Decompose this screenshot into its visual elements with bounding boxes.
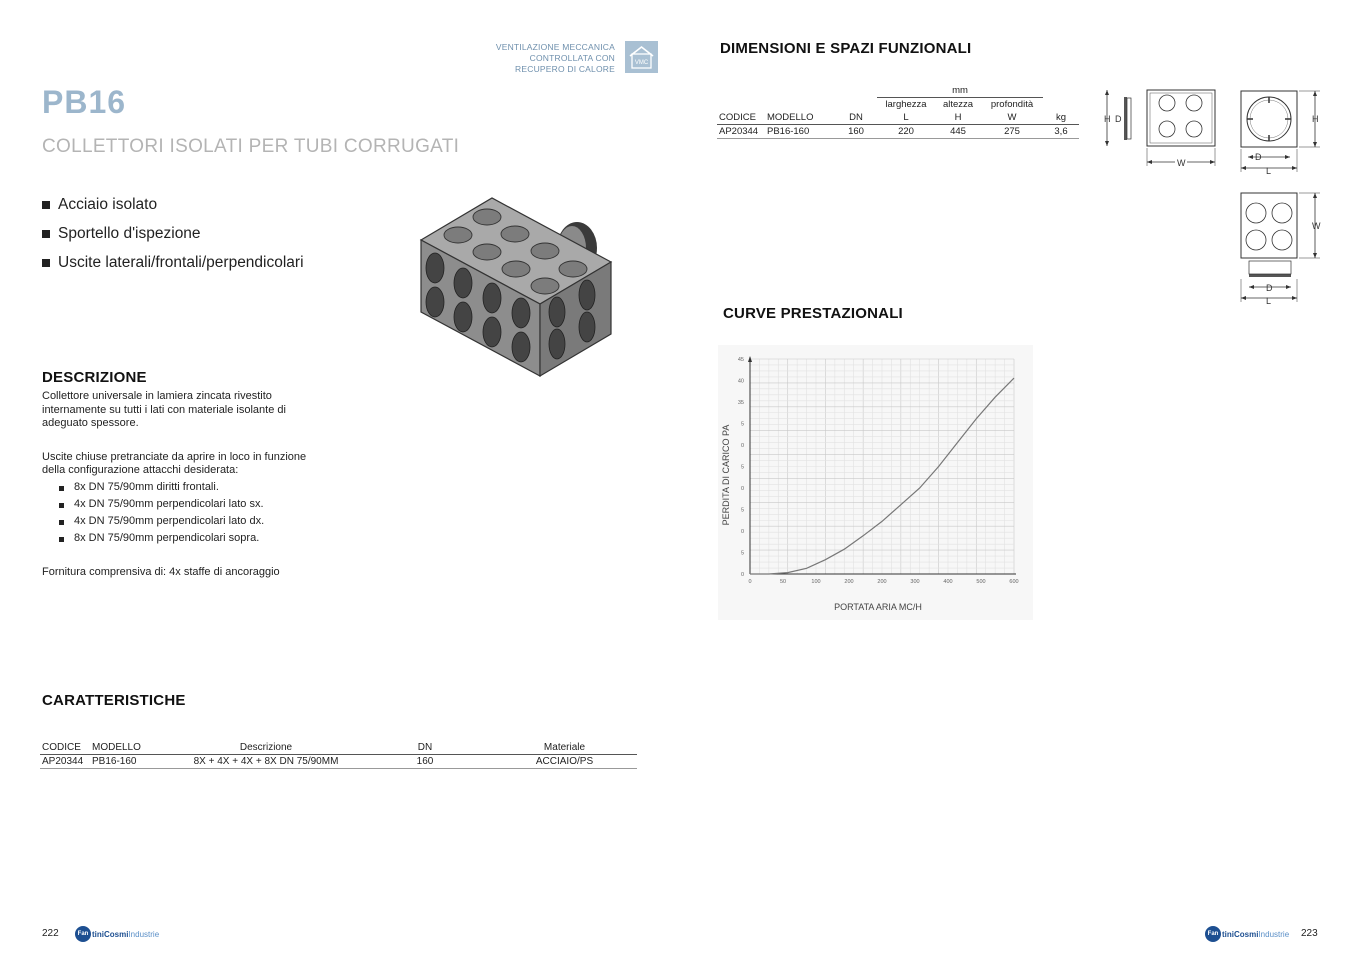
- label-w: W: [1177, 158, 1186, 168]
- table-row: [40, 755, 637, 769]
- performance-chart-svg: [718, 345, 1033, 620]
- cell-code: AP20344: [717, 125, 765, 139]
- characteristics-table: [40, 741, 637, 769]
- feature-item: Uscite laterali/frontali/perpendicolari: [42, 248, 304, 277]
- col-header: kg: [1043, 111, 1079, 125]
- drawing-top-view: [1236, 189, 1326, 307]
- outlet-item: 8x DN 75/90mm perpendicolari sopra.: [59, 531, 332, 548]
- cell-material: ACCIAIO/PS: [492, 755, 637, 769]
- x-tick-label: 0: [748, 579, 752, 585]
- cell-w: 275: [981, 125, 1043, 139]
- col-header: MODELLO: [765, 111, 835, 125]
- x-tick-label: 50: [779, 579, 787, 585]
- table-row: [717, 125, 1079, 139]
- col-header: CODICE: [40, 741, 90, 755]
- drawing-side-view: [1102, 86, 1222, 172]
- product-code: PB16: [42, 84, 127, 120]
- y-ticks: [738, 357, 744, 578]
- vmc-line-2: CONTROLLATA CON: [529, 53, 615, 63]
- label-d: D: [1266, 283, 1273, 293]
- x-tick-label: 200: [844, 579, 854, 585]
- label-h: H: [1104, 114, 1111, 124]
- y-tick-label: 45: [737, 357, 744, 363]
- sub-header: altezza: [942, 99, 974, 110]
- col-header: L: [877, 111, 935, 125]
- feature-item: Sportello d'ispezione: [42, 219, 304, 248]
- cell-h: 445: [935, 125, 981, 139]
- supply-note: Fornitura comprensiva di: 4x staffe di ancoraggio: [42, 565, 280, 578]
- x-tick-label: 100: [811, 579, 821, 585]
- company-logo-left: Fan tiniCosmiIndustrie: [75, 926, 159, 942]
- feature-item: Acciaio isolato: [42, 190, 304, 219]
- label-l: L: [1266, 296, 1272, 306]
- description-line: Collettore universale in lamiera zincata rivestito: [42, 390, 272, 402]
- cell-model: PB16-160: [90, 755, 174, 769]
- feature-list: [42, 190, 304, 277]
- page-number-right: 223: [1301, 928, 1318, 939]
- label-d: D: [1115, 114, 1122, 124]
- chart-grid: [750, 359, 1014, 574]
- x-tick-label: 500: [976, 579, 986, 585]
- outlet-item: 4x DN 75/90mm perpendicolari lato dx.: [59, 514, 332, 531]
- cell-dn: 160: [835, 125, 877, 139]
- col-header: DN: [358, 741, 492, 755]
- label-w: W: [1312, 221, 1321, 231]
- drawing-front-view: [1236, 86, 1326, 176]
- vmc-line-1: VENTILAZIONE MECCANICA: [495, 42, 615, 52]
- col-header: H: [935, 111, 981, 125]
- sub-header: larghezza: [885, 99, 927, 110]
- label-d: D: [1255, 152, 1262, 162]
- outlet-item: 4x DN 75/90mm perpendicolari lato sx.: [59, 497, 332, 514]
- y-tick-label: 5: [740, 464, 744, 471]
- logo-mark-icon: Fan: [75, 926, 91, 942]
- y-tick-label: 0: [740, 486, 744, 492]
- description-line: internamente su tutti i lati con materiale isolante di: [42, 403, 286, 416]
- description-line: adeguato spessore.: [42, 417, 139, 429]
- y-axis-label: PERDITA DI CARICO PA: [721, 424, 731, 526]
- table-header-row: [717, 111, 1079, 125]
- unit-group-header: mm: [877, 84, 1043, 98]
- vmc-icon-text: VMC: [634, 60, 649, 66]
- y-tick-label: 0: [740, 572, 744, 578]
- y-tick-label: 0: [740, 529, 744, 535]
- vmc-house-icon: [625, 41, 658, 73]
- cell-kg: 3,6: [1043, 125, 1079, 139]
- description-title: DESCRIZIONE: [42, 369, 147, 386]
- x-tick-label: 400: [943, 579, 953, 585]
- cell-model: PB16-160: [765, 125, 835, 139]
- cell-l: 220: [877, 125, 935, 139]
- x-axis-label: PORTATA ARIA MC/H: [834, 602, 922, 612]
- col-header: Descrizione: [174, 741, 358, 755]
- vmc-line-3: RECUPERO DI CALORE: [515, 64, 615, 74]
- y-tick-label: 40: [737, 378, 744, 385]
- performance-title: CURVE PRESTAZIONALI: [723, 305, 903, 322]
- outlet-list: [42, 480, 332, 548]
- x-tick-label: 200: [877, 579, 887, 585]
- performance-chart: [718, 345, 1033, 620]
- product-image: [415, 192, 620, 382]
- cell-code: AP20344: [40, 755, 90, 769]
- description-line: della configurazione attacchi desiderata:: [42, 464, 239, 476]
- y-tick-label: 5: [740, 421, 744, 428]
- x-ticks: [748, 579, 1018, 585]
- col-header: W: [981, 111, 1043, 125]
- dimensions-title: DIMENSIONI E SPAZI FUNZIONALI: [720, 40, 972, 57]
- description-line: Uscite chiuse pretranciate da aprire in loco in funzione: [42, 450, 307, 463]
- cell-dn: 160: [358, 755, 492, 769]
- company-logo-right: Fan tiniCosmiIndustrie: [1205, 926, 1289, 942]
- x-tick-label: 300: [910, 579, 920, 585]
- y-tick-label: 0: [740, 443, 744, 449]
- label-l: L: [1266, 166, 1272, 176]
- dimensions-table: [717, 84, 1079, 139]
- label-h: H: [1312, 114, 1319, 124]
- col-header: MODELLO: [90, 741, 174, 755]
- x-tick-label: 600: [1009, 579, 1019, 585]
- product-subtitle: COLLETTORI ISOLATI PER TUBI CORRUGATI: [42, 136, 460, 157]
- description-body: [42, 390, 332, 579]
- col-header: DN: [835, 111, 877, 125]
- y-tick-label: 5: [740, 550, 744, 557]
- logo-mark-icon: Fan: [1205, 926, 1221, 942]
- characteristics-title: CARATTERISTICHE: [42, 692, 186, 709]
- page-number-left: 222: [42, 928, 59, 939]
- outlet-item: 8x DN 75/90mm diritti frontali.: [59, 480, 332, 497]
- table-header-row: [40, 741, 637, 755]
- col-header: Materiale: [492, 741, 637, 755]
- sub-header: profondità: [990, 99, 1034, 110]
- y-tick-label: 5: [740, 507, 744, 514]
- cell-description: 8X + 4X + 4X + 8X DN 75/90MM: [174, 755, 358, 769]
- y-tick-label: 35: [737, 400, 744, 406]
- col-header: CODICE: [717, 111, 765, 125]
- vmc-category-label: [470, 42, 615, 75]
